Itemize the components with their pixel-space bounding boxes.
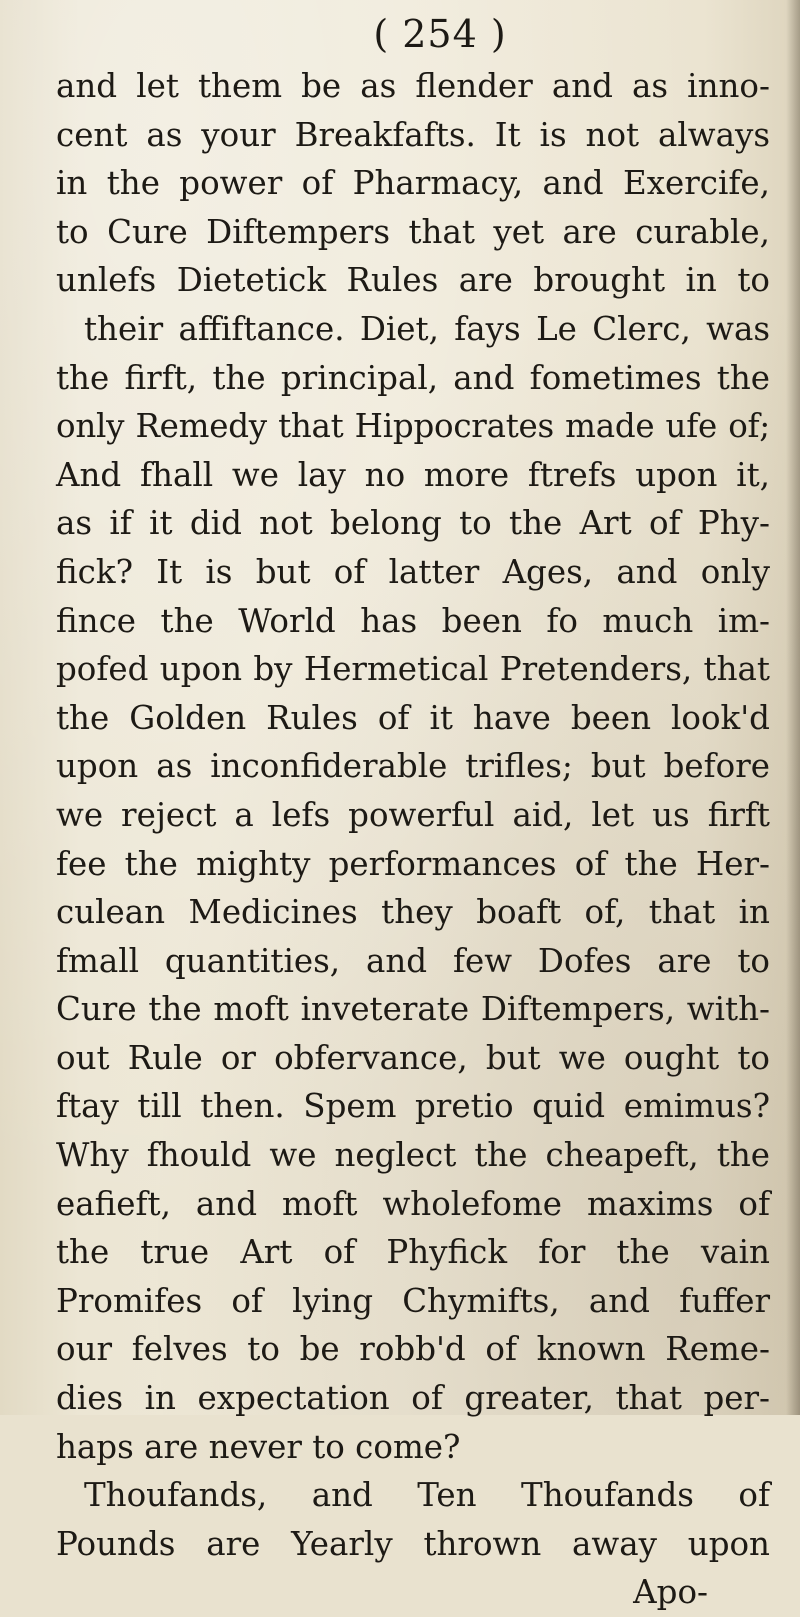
text-line: pofed upon by Hermetical Pretenders, that bbox=[56, 650, 770, 689]
text-line: And fhall we lay no more ftrefs upon it, bbox=[56, 455, 770, 494]
text-line: we reject a lefs powerful aid, let us firft bbox=[56, 795, 770, 834]
text-line: haps are never to come? bbox=[56, 1427, 461, 1466]
text-line: unlefs Dietetick Rules are brought in to bbox=[56, 261, 770, 300]
text-line: and let them be as flender and as inno- bbox=[56, 67, 770, 105]
text-line: Pounds are Yearly thrown away upon bbox=[56, 1524, 770, 1563]
text-line: ftay till then. Spem pretio quid emimus? bbox=[56, 1087, 770, 1126]
text-line: dies in expectation of greater, that per- bbox=[56, 1379, 770, 1418]
text-line: fince the World has been fo much im- bbox=[56, 601, 770, 640]
text-line: eafieft, and moft wholefome maxims of bbox=[56, 1184, 770, 1223]
catchword: Apo- bbox=[633, 1573, 708, 1612]
text-line: fick? It is but of latter Ages, and only bbox=[56, 552, 770, 591]
text-line: Thoufands, and Ten Thoufands of bbox=[84, 1476, 770, 1515]
text-line: our felves to be robb'd of known Reme- bbox=[56, 1330, 770, 1369]
text-line: their affiftance. Diet, fays Le Clerc, was bbox=[84, 309, 770, 348]
text-line: Promifes of lying Chymifts, and fuffer bbox=[56, 1281, 770, 1320]
body-text bbox=[56, 62, 770, 1617]
text-line: to Cure Diftempers that yet are curable, bbox=[56, 212, 770, 251]
text-line: Why fhould we neglect the cheapeft, the bbox=[56, 1136, 770, 1175]
text-line: only Remedy that Hippocrates made ufe of; bbox=[56, 407, 770, 446]
text-line: fee the mighty performances of the Her- bbox=[56, 844, 770, 883]
text-line: Cure the moft inveterate Diftempers, with- bbox=[56, 990, 770, 1029]
text-line: cent as your Breakfafts. It is not always bbox=[56, 115, 770, 154]
page-number: ( 254 ) bbox=[373, 12, 507, 56]
text-line: in the power of Pharmacy, and Exercife, bbox=[56, 164, 770, 203]
text-line: the true Art of Phyfick for the vain bbox=[56, 1233, 770, 1272]
text-line: upon as inconfiderable trifles; but before bbox=[56, 747, 770, 786]
text-line: out Rule or obfervance, but we ought to bbox=[56, 1038, 770, 1077]
text-line: fmall quantities, and few Dofes are to bbox=[56, 941, 770, 980]
page-edge-shadow bbox=[786, 0, 800, 1415]
text-line: culean Medicines they boaft of, that in bbox=[56, 893, 770, 932]
text-line: the firft, the principal, and fometimes the bbox=[56, 358, 770, 397]
text-line: as if it did not belong to the Art of Phy- bbox=[56, 504, 770, 543]
text-line: the Golden Rules of it have been look'd bbox=[56, 698, 770, 737]
